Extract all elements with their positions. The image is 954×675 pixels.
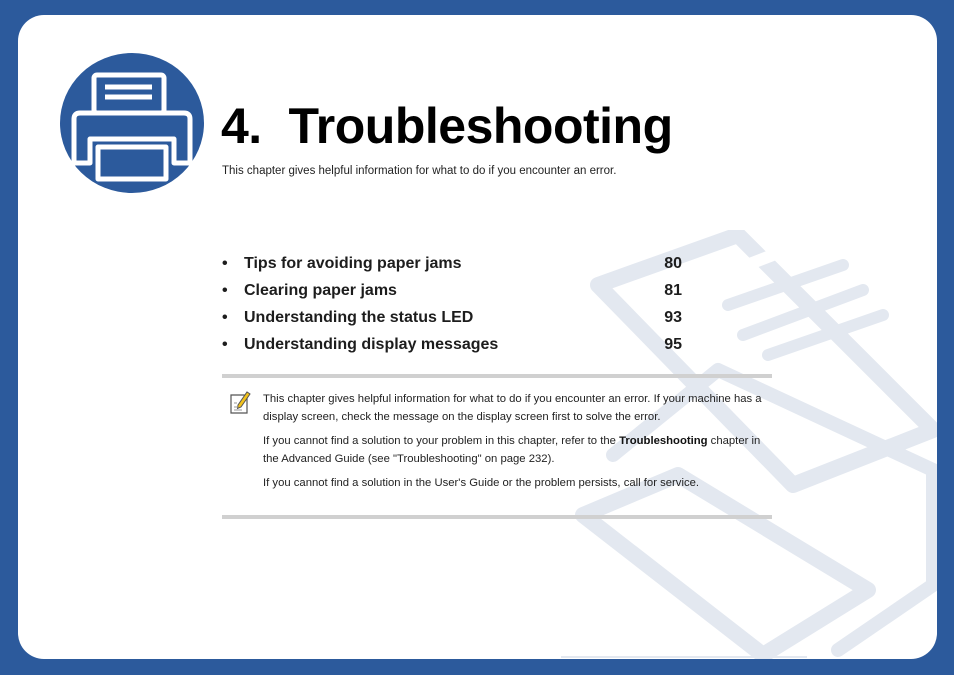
toc-item-page[interactable]: 93 [664, 309, 682, 326]
bullet: • [222, 282, 228, 299]
toc-item[interactable] [222, 280, 682, 307]
note-text-segment: chapter in the Advanced Guide (see "Troubleshooting" on page 232). [263, 435, 761, 465]
note-paragraph-3: If you cannot find a solution in the User's Guide or the problem persists, call for service. [263, 477, 700, 489]
printer-icon [60, 53, 204, 193]
note-bold-reference[interactable]: Troubleshooting [619, 435, 708, 447]
footer-line [561, 656, 807, 658]
chapter-number: 4. [221, 98, 262, 154]
note-text [263, 390, 775, 498]
chapter-subtitle: This chapter gives helpful information for what to do if you encounter an error. [222, 165, 617, 177]
toc-item-label[interactable]: Understanding display messages [244, 336, 499, 353]
toc-item[interactable] [222, 253, 682, 280]
note-paragraph-2 [263, 432, 775, 468]
page [18, 15, 937, 659]
note-pencil-icon [229, 390, 251, 415]
bullet: • [222, 255, 228, 272]
toc-item-label[interactable]: Tips for avoiding paper jams [244, 255, 462, 272]
toc-item[interactable] [222, 334, 682, 361]
toc-item-page[interactable]: 95 [664, 336, 682, 353]
toc-item-label[interactable]: Clearing paper jams [244, 282, 397, 299]
toc-item-page[interactable]: 81 [664, 282, 682, 299]
bullet: • [222, 309, 228, 326]
page-title [221, 97, 673, 155]
note-paragraph-1: This chapter gives helpful information for what to do if you encounter an error. If your machine has a display screen, check the message on the display screen first to solve the error. [263, 393, 762, 423]
note-text-segment: If you cannot find a solution to your problem in this chapter, refer to the [263, 435, 620, 447]
bullet: • [222, 336, 228, 353]
chapter-title: Troubleshooting [288, 98, 673, 154]
toc-item-label[interactable]: Understanding the status LED [244, 309, 474, 326]
note-box [222, 374, 772, 519]
toc-item-page[interactable]: 80 [664, 255, 682, 272]
table-of-contents [222, 253, 682, 361]
toc-item[interactable] [222, 307, 682, 334]
